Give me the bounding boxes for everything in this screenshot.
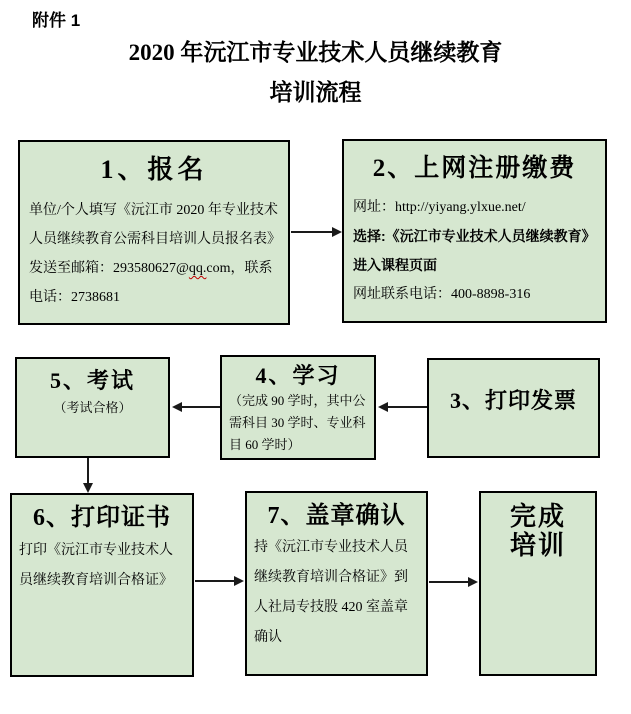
step5-title: 5、考试 [49,368,135,393]
step1-title: 1、报名 [100,155,208,184]
step7-body: 持《沅江市专业技术人员继续教育培训合格证》到人社局专技股 420 室盖章确认 [254,540,408,645]
arrow-step5-to-step6 [87,458,89,484]
step4-study-box [220,355,376,460]
page-title-line2: 培训流程 [269,80,362,105]
step7-title: 7、盖章确认 [267,503,406,529]
page-title [0,33,631,113]
arrow-step4-to-step5 [181,406,220,408]
step6-title: 6、打印证书 [33,505,171,531]
step2-phone-line: 网址联系电话：400-8898-316 [353,287,531,302]
complete-training-line2: 培训 [509,531,566,560]
attachment-label: 附件 1 [32,11,81,30]
complete-training-box [479,491,597,676]
step3-print-invoice-box [427,358,600,458]
step2-title: 2、上网注册缴费 [372,155,577,182]
arrow-step6-to-step7 [195,580,235,582]
step2-select-line: 选择:《沅江市专业技术人员继续教育》进入课程页面 [353,228,596,273]
step7-stamp-confirm-box [245,491,428,676]
step5-exam-box [15,357,170,458]
page-title-line1: 2020 年沅江市专业技术人员继续教育 [128,40,503,65]
step2-website-line: 网址：http://yiyang.ylxue.net/ [353,200,526,215]
arrow-step3-to-step4 [387,406,427,408]
step1-registration-box [18,140,290,325]
complete-training-line1: 完成 [509,502,566,531]
step6-body: 打印《沅江市专业技术人员继续教育培训合格证》 [19,543,173,588]
arrow-step1-to-step2 [291,231,333,233]
step5-subtitle: （考试合格） [53,400,132,415]
arrow-step7-to-complete [429,581,469,583]
step6-print-certificate-box [10,493,194,677]
step4-body: （完成 90 学时，其中公需科目 30 学时、专业科目 60 学时） [229,393,366,452]
step1-body-text-after: com，联系电话：2738681 [29,261,273,305]
step4-title: 4、学习 [255,363,341,388]
step1-body [20,188,288,312]
step2-online-payment-box [342,139,607,323]
step1-body-email-wavy: qq. [188,261,207,276]
complete-training-title [481,493,595,560]
step1-body-text: 单位/个人填写《沅江市 2020 年专业技术人员继续教育公需科目培训人员报名表》发送至邮箱：293580627@ [29,203,278,276]
step3-title: 3、打印发票 [449,388,577,413]
